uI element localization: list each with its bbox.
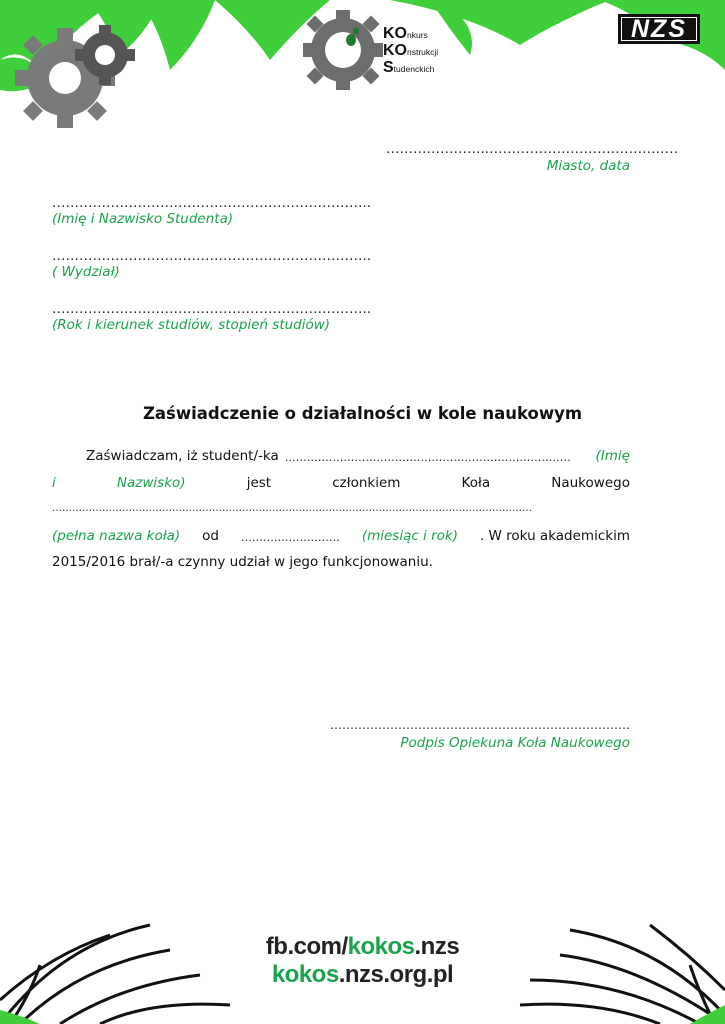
footer-links [200, 933, 525, 989]
body-line-2-word-4: Naukowego [551, 475, 630, 491]
faculty-label: ( Wydział) [52, 264, 120, 280]
faculty-dots: …………………………………………………………….. [52, 248, 372, 264]
body-line-4 [52, 528, 630, 544]
body-line-2-word-2: członkiem [332, 475, 401, 491]
kokos-logo-line-1 [383, 26, 438, 43]
footer-facebook-link[interactable] [200, 933, 525, 961]
body-line-2-hint-a: i [52, 475, 56, 491]
signature-dots: ………………………………………………………………… [330, 718, 630, 732]
kokos-logo-small-2: nstrukcji [407, 47, 439, 57]
study-label: (Rok i kierunek studiów, stopień studiów) [52, 317, 331, 333]
student-name-label: (Imię i Nazwisko Studenta) [52, 211, 234, 227]
place-date-dots: …………………..…………………………………… [386, 141, 679, 157]
body-line-1-hint: (Imię [595, 448, 630, 464]
student-name-dots: …………………………………………………………….. [52, 195, 372, 211]
header-decoration [0, 0, 725, 135]
body-line-2-word-3: Koła [461, 475, 491, 491]
body-line-1 [52, 448, 630, 464]
palm-leaves-footer-right-icon [520, 925, 725, 1024]
kokos-logo-line-2 [383, 43, 438, 60]
footer-facebook-brand: kokos [347, 933, 415, 960]
study-dots: …………………………………………………………….. [52, 301, 372, 317]
body-line-3-dots: ……………………………………………………………………………………………………………………………… [52, 503, 532, 514]
kokos-logo-big-1: KO [383, 25, 407, 42]
place-date-label: Miasto, data [546, 158, 630, 174]
kokos-logo [383, 26, 438, 77]
gears-left-icon [15, 25, 135, 128]
body-line-4-dots: ……………………… [240, 531, 340, 544]
nzs-logo-text: NZS [631, 15, 687, 43]
kokos-gear-icon [303, 10, 383, 90]
footer-website-brand: kokos [271, 961, 339, 988]
body-line-4-hint-2: (miesiąc i rok) [361, 528, 458, 544]
nzs-logo [618, 14, 700, 44]
kokos-logo-line-3 [383, 60, 438, 77]
body-line-1-text: Zaświadczam, iż student/-ka [86, 448, 279, 464]
kokos-logo-big-3: S [383, 59, 394, 76]
body-line-2-hint-b: Nazwisko) [116, 475, 186, 491]
palm-leaves-footer-left-icon [0, 925, 230, 1024]
body-line-4-od: od [202, 528, 219, 544]
kokos-logo-big-2: KO [383, 42, 407, 59]
body-line-4-rest: . W roku akademickim [479, 528, 630, 544]
footer-facebook-prefix: fb.com/ [265, 933, 348, 960]
document-title: Zaświadczenie o działalności w kole naukowym [142, 404, 583, 423]
kokos-logo-small-3: tudenckich [393, 64, 435, 74]
body-line-2 [52, 475, 630, 491]
signature-label: Podpis Opiekuna Koła Naukowego [400, 735, 630, 751]
body-line-2-word-1: jest [246, 475, 272, 491]
body-line-4-hint-1: (pełna nazwa koła) [52, 528, 181, 544]
footer-website-suffix: .nzs.org.pl [338, 961, 454, 988]
body-line-5: 2015/2016 brał/-a czynny udział w jego funkcjonowaniu. [52, 554, 433, 570]
footer-website-link[interactable] [200, 961, 525, 989]
body-line-1-dots: …………………………………………………………………… [284, 451, 571, 464]
kokos-logo-small-1: nkurs [407, 30, 428, 40]
footer-facebook-suffix: .nzs [414, 933, 460, 960]
